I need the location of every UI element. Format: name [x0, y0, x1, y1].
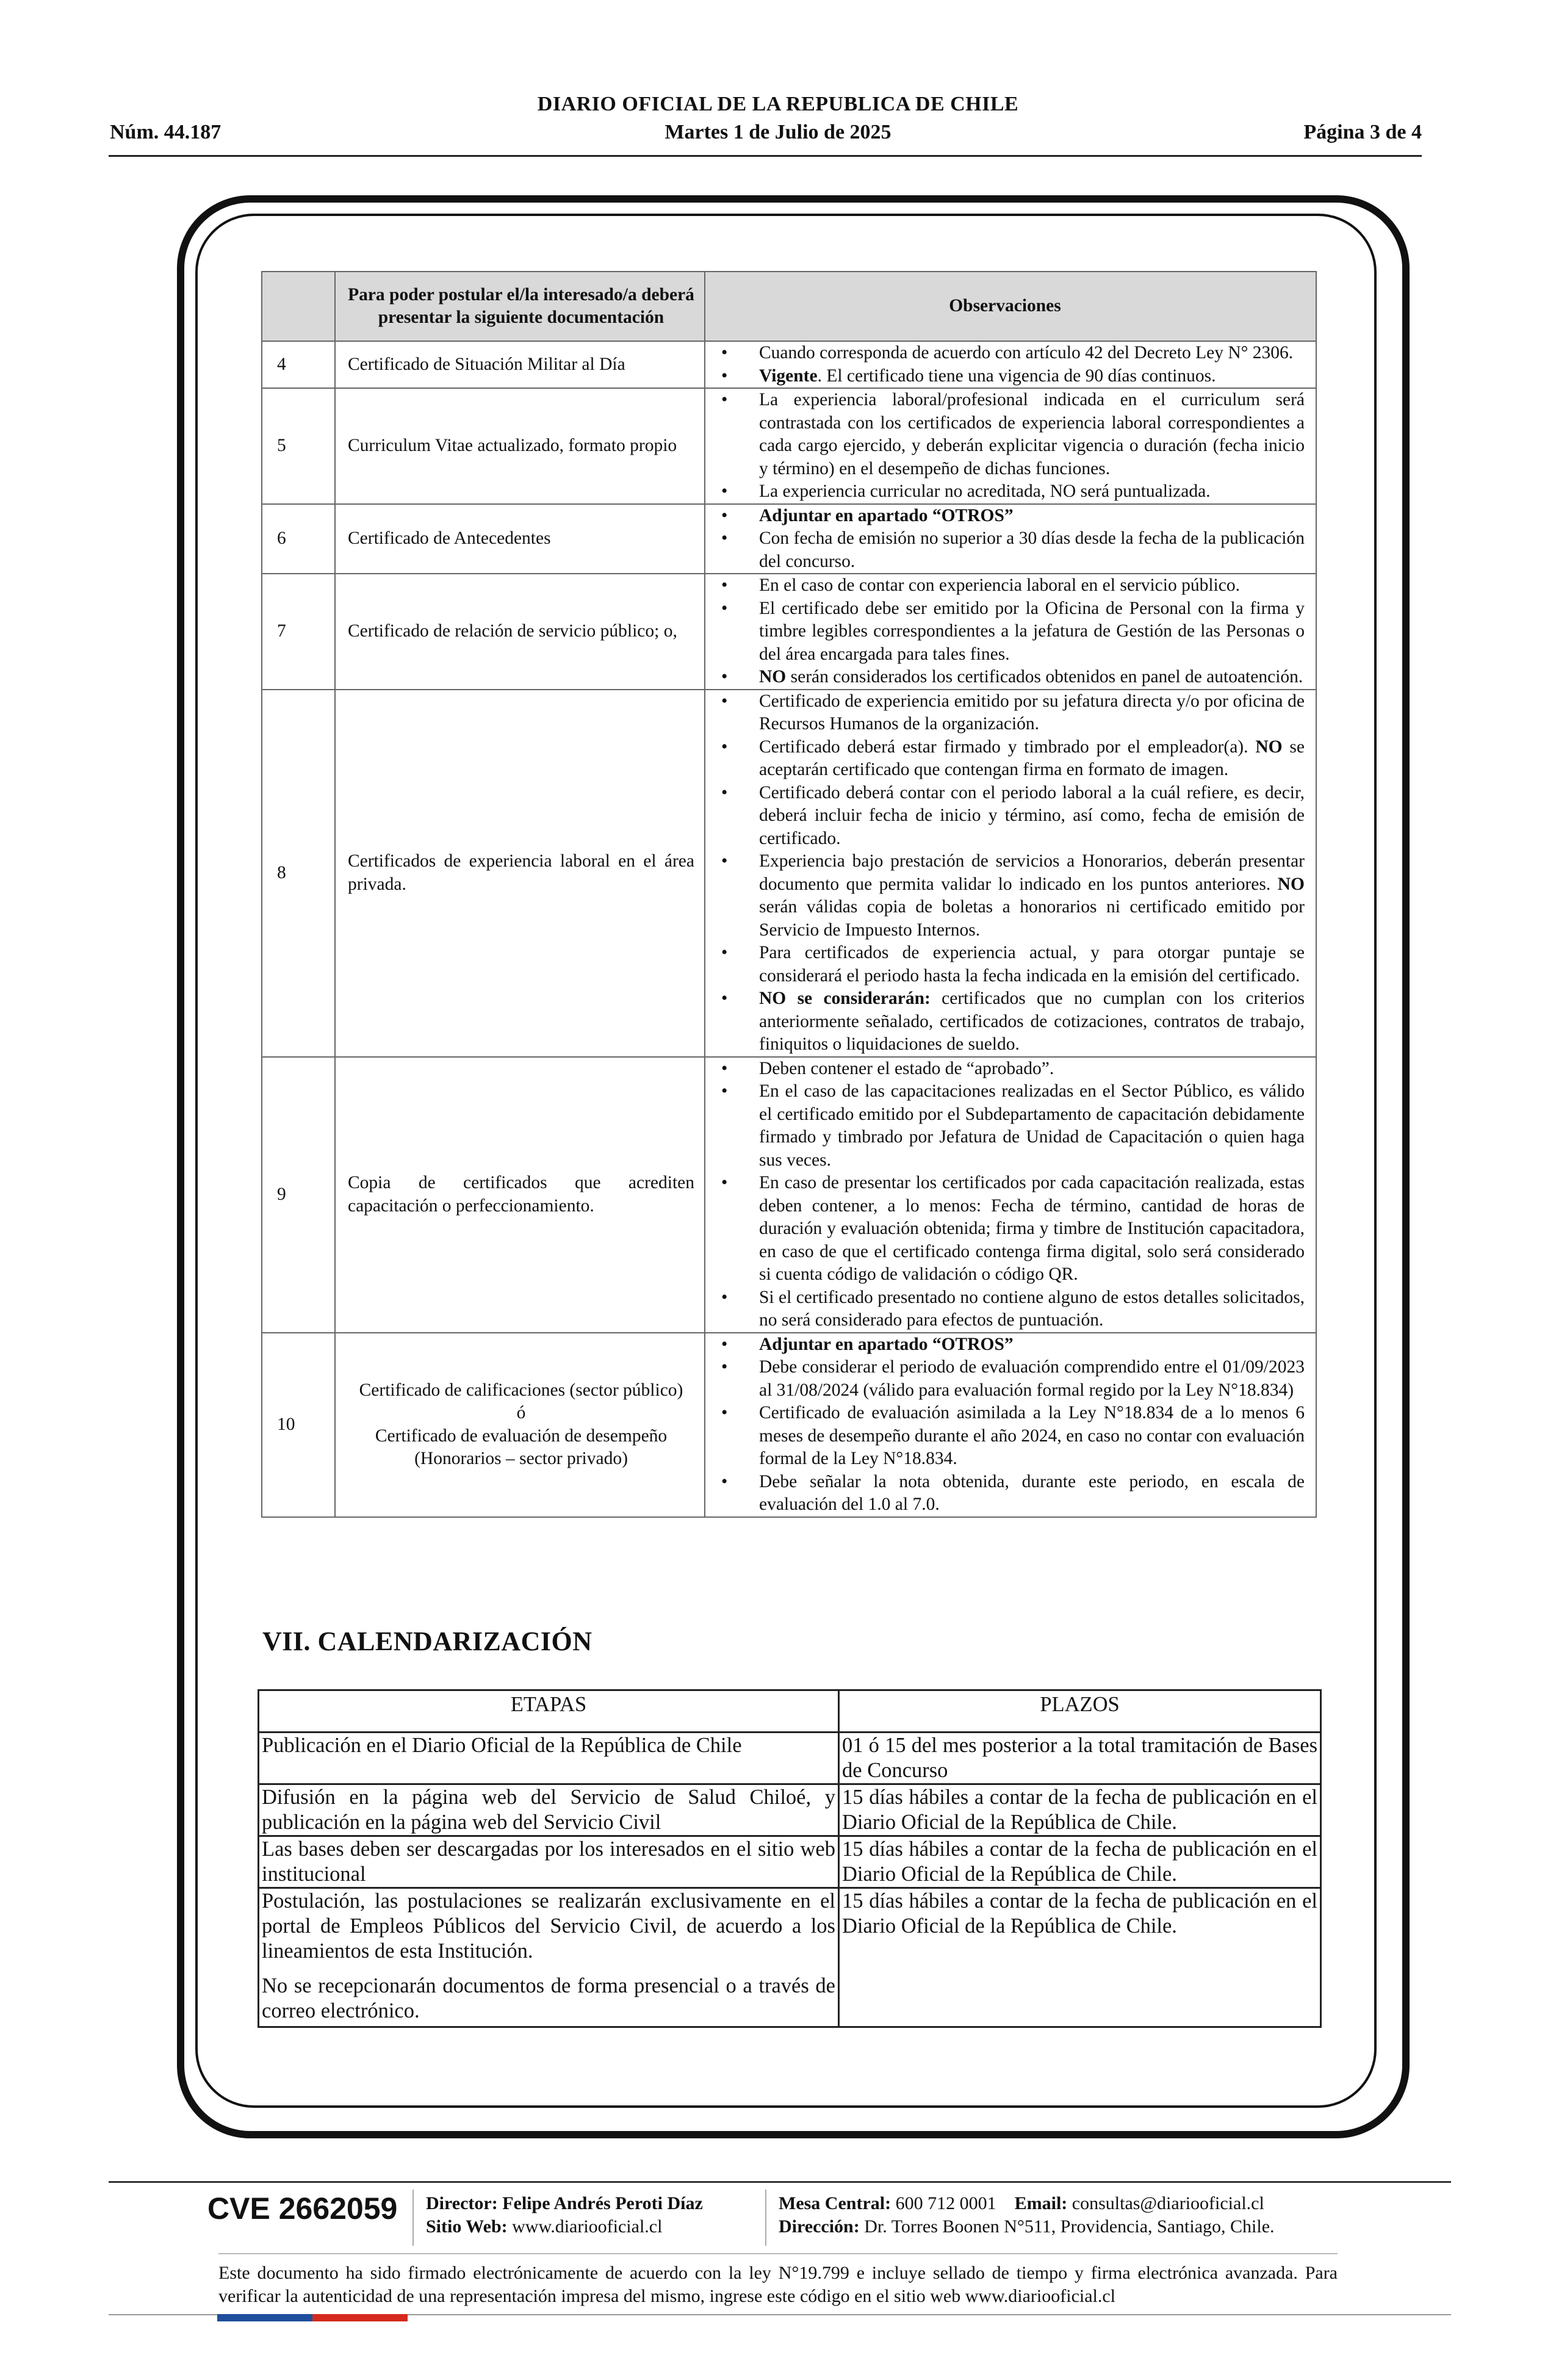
- footer-separator: [412, 2190, 414, 2246]
- requirement-number: 7: [262, 574, 335, 690]
- issue-date: Martes 1 de Julio de 2025: [665, 121, 891, 143]
- observation-item: • Certificado deberá estar firmado y timbrado por el empleador(a). NO se aceptarán certificado que contengan firma en formato de imagen.: [759, 736, 1305, 782]
- observation-item: • Cuando corresponda de acuerdo con artículo 42 del Decreto Ley N° 2306.: [759, 342, 1305, 365]
- observation-item: • Debe señalar la nota obtenida, durante este periodo, en escala de evaluación del 1.0 al 7.0.: [759, 1471, 1305, 1516]
- legal-notice: Este documento ha sido firmado electrónicamente de acuerdo con la ley N°19.799 e incluye sellado de tiempo y firma electrónica avanzada. Para verificar la autenticidad de una representación impresa del mismo, ingrese este código en el sitio web www.diariooficial.cl: [218, 2263, 1338, 2306]
- calendar-stage: [259, 1888, 839, 2027]
- requirement-number: 5: [262, 388, 335, 504]
- observation-item: • Para certificados de experiencia actual, y para otorgar puntaje se considerará el periodo hasta la fecha indicada en la emisión del certificado.: [759, 942, 1305, 987]
- footer-director-block: [426, 2192, 703, 2238]
- requirement-row: [262, 690, 1316, 1057]
- calendar-row: [259, 1836, 1321, 1888]
- requirement-observations: [705, 388, 1316, 504]
- requirement-row: [262, 1057, 1316, 1333]
- observation-item: • Experiencia bajo prestación de servicios a Honorarios, deberán presentar documento que permita validar lo indicado en los puntos anteriores. NO serán válidas copia de boletas a honorarios ni certificado emitido por Servicio de Impuesto Internos.: [759, 850, 1305, 942]
- calendar-term: 15 días hábiles a contar de la fecha de publicación en el Diario Oficial de la República de Chile.: [839, 1784, 1321, 1836]
- observation-item: • El certificado debe ser emitido por la Oficina de Personal con la firma y timbre legibles correspondientes a la jefatura de Gestión de las Personas o del área encargada para tales fines.: [759, 597, 1305, 666]
- observation-item: • En caso de presentar los certificados por cada capacitación realizada, estas deben contener, a lo menos: Fecha de término, cantidad de horas de duración y evaluación obtenida; firma y timbre de Institución capacitadora, en caso de que el certificado contenga firma digital, solo será considerado si cuenta código de validación o código QR.: [759, 1172, 1305, 1286]
- calendar-stage-text: Postulación, las postulaciones se realizarán exclusivamente en el portal de Empleos Públicos del Servicio Civil, de acuerdo a los lineamientos de esta Institución.: [262, 1889, 835, 1963]
- address-text: Dr. Torres Boonen N°511, Providencia, Santiago, Chile.: [864, 2216, 1275, 2237]
- issue-number: Núm. 44.187: [110, 121, 222, 143]
- calendar-stage: Difusión en la página web del Servicio de Salud Chiloé, y publicación en la página web del Servicio Civil: [259, 1784, 839, 1836]
- requirement-number: 9: [262, 1057, 335, 1333]
- requirement-document: Certificado de calificaciones (sector público) ó Certificado de evaluación de desempeño (Honorarios – sector privado): [335, 1333, 705, 1517]
- requirement-document: Copia de certificados que acrediten capacitación o perfeccionamiento.: [335, 1057, 705, 1333]
- calendar-stage: Publicación en el Diario Oficial de la República de Chile: [259, 1733, 839, 1784]
- header-number-cell: [262, 272, 335, 341]
- requirement-number: 8: [262, 690, 335, 1057]
- mesa-phone: 600 712 0001: [895, 2193, 996, 2213]
- calendar-row: [259, 1733, 1321, 1784]
- header-obs-cell: Observaciones: [705, 272, 1316, 341]
- calendar-term: 01 ó 15 del mes posterior a la total tramitación de Bases de Concurso: [839, 1733, 1321, 1784]
- calendar-table: [258, 1689, 1322, 2028]
- footer-contact-block: [779, 2192, 1275, 2238]
- observation-item: • La experiencia curricular no acreditada, NO será puntualizada.: [759, 480, 1305, 503]
- director-name: Felipe Andrés Peroti Díaz: [502, 2193, 703, 2213]
- observation-item: • NO se considerarán: certificados que no cumplan con los criterios anteriormente señalado, certificados de cotizaciones, contratos de trabajo, finiquitos o liquidaciones de sueldo.: [759, 987, 1305, 1056]
- requirement-row: [262, 341, 1316, 388]
- requirement-number: 6: [262, 504, 335, 574]
- section-title: VII. CALENDARIZACIÓN: [262, 1626, 593, 1656]
- observation-item: • Debe considerar el periodo de evaluación comprendido entre el 01/09/2023 al 31/08/2024 (válido para evaluación formal regido por la Ley N°18.834): [759, 1356, 1305, 1402]
- calendar-stage-note: No se recepcionarán documentos de forma presencial o a través de correo electrónico.: [262, 1974, 835, 2022]
- page-indicator: Página 3 de 4: [1303, 121, 1422, 143]
- calendar-header-stage: ETAPAS: [259, 1690, 839, 1733]
- flag-bar-red: [312, 2314, 408, 2321]
- observation-item: • Certificado deberá contar con el periodo laboral a la cuál refiere, es decir, deberá incluir fecha de inicio y término, así como, fecha de emisión de certificado.: [759, 782, 1305, 851]
- email-label: Email:: [1014, 2193, 1068, 2213]
- calendar-row: [259, 1784, 1321, 1836]
- observation-item: • Adjuntar en apartado “OTROS”: [759, 505, 1305, 528]
- email-link[interactable]: consultas@diariooficial.cl: [1072, 2193, 1264, 2213]
- requirement-document: Certificado de relación de servicio público; o,: [335, 574, 705, 690]
- calendar-stage: Las bases deben ser descargadas por los interesados en el sitio web institucional: [259, 1836, 839, 1888]
- site-label: Sitio Web:: [426, 2216, 508, 2237]
- requirement-document: Curriculum Vitae actualizado, formato propio: [335, 388, 705, 504]
- header-doc-cell: Para poder postular el/la interesado/a deberá presentar la siguiente documentación: [335, 272, 705, 341]
- header-divider: [109, 155, 1422, 157]
- observation-item: • Deben contener el estado de “aprobado”.: [759, 1058, 1305, 1081]
- cve-code: CVE 2662059: [207, 2191, 398, 2226]
- observation-item: • La experiencia laboral/profesional indicada en el curriculum será contrastada con los certificados de experiencia laboral correspondientes a cada cargo ejercido, y deberán explicitar vigencia o duración (fecha inicio y término) en el desempeño de dichas funciones.: [759, 389, 1305, 480]
- requirement-observations: [705, 690, 1316, 1057]
- observation-item: • NO serán considerados los certificados obtenidos en panel de autoatención.: [759, 666, 1305, 689]
- gazette-title: DIARIO OFICIAL DE LA REPUBLICA DE CHILE: [537, 93, 1019, 115]
- calendar-row: [259, 1888, 1321, 2027]
- requirement-row: [262, 388, 1316, 504]
- requirement-number: 4: [262, 341, 335, 388]
- address-label: Dirección:: [779, 2216, 860, 2237]
- mesa-label: Mesa Central:: [779, 2193, 891, 2213]
- requirements-table: [261, 271, 1317, 1518]
- observation-item: • Certificado de evaluación asimilada a la Ley N°18.834 de a lo menos 6 meses de desempeño durante el año 2024, en caso no contar con evaluación formal de la Ley N°18.834.: [759, 1402, 1305, 1471]
- flag-bar-blue: [217, 2314, 312, 2321]
- requirement-observations: [705, 1333, 1316, 1517]
- requirement-observations: [705, 341, 1316, 388]
- requirement-number: 10: [262, 1333, 335, 1517]
- observation-item: • Certificado de experiencia emitido por su jefatura directa y/o por oficina de Recursos Humanos de la organización.: [759, 690, 1305, 736]
- observation-item: • En el caso de las capacitaciones realizadas en el Sector Público, es válido el certificado emitido por el Subdepartamento de capacitación debidamente firmado y timbrado por Jefatura de Unidad de Capacitación o quien haga sus veces.: [759, 1080, 1305, 1172]
- requirement-document: Certificado de Situación Militar al Día: [335, 341, 705, 388]
- footer-divider: [109, 2181, 1451, 2183]
- observation-item: • Con fecha de emisión no superior a 30 días desde la fecha de la publicación del concurso.: [759, 527, 1305, 573]
- requirement-document: Certificados de experiencia laboral en el área privada.: [335, 690, 705, 1057]
- requirement-observations: [705, 1057, 1316, 1333]
- observation-item: • Si el certificado presentado no contiene alguno de estos detalles solicitados, no será considerado para efectos de puntuación.: [759, 1286, 1305, 1332]
- requirement-observations: [705, 574, 1316, 690]
- footer-inner-divider: [218, 2253, 1338, 2254]
- director-label: Director:: [426, 2193, 498, 2213]
- requirement-row: [262, 1333, 1316, 1517]
- site-link[interactable]: www.diariooficial.cl: [512, 2216, 663, 2237]
- requirement-document: Certificado de Antecedentes: [335, 504, 705, 574]
- requirement-row: [262, 574, 1316, 690]
- calendar-term: 15 días hábiles a contar de la fecha de publicación en el Diario Oficial de la República de Chile.: [839, 1888, 1321, 2027]
- observation-item: • Vigente. El certificado tiene una vigencia de 90 días continuos.: [759, 365, 1305, 388]
- requirements-header-row: [262, 272, 1316, 341]
- requirement-observations: [705, 504, 1316, 574]
- observation-item: • En el caso de contar con experiencia laboral en el servicio público.: [759, 574, 1305, 597]
- calendar-header-term: PLAZOS: [839, 1690, 1321, 1733]
- calendar-header-row: [259, 1690, 1321, 1733]
- calendar-term: 15 días hábiles a contar de la fecha de publicación en el Diario Oficial de la República de Chile.: [839, 1836, 1321, 1888]
- requirement-row: [262, 504, 1316, 574]
- footer-separator: [765, 2190, 766, 2246]
- observation-item: • Adjuntar en apartado “OTROS”: [759, 1333, 1305, 1357]
